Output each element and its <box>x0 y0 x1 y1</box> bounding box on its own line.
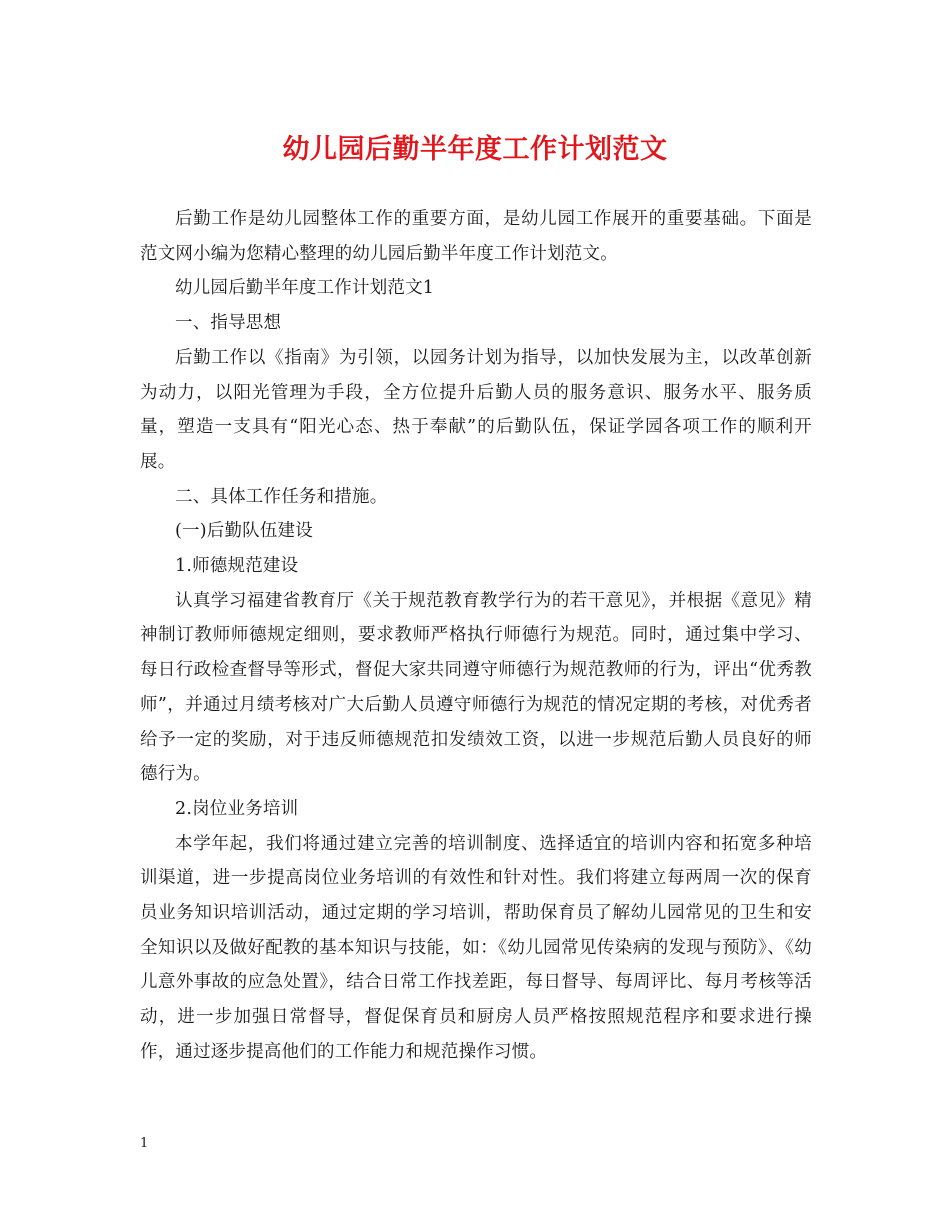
item-heading: 1.师德规范建设 <box>175 556 299 577</box>
document-title: 幼儿园后勤半年度工作计划范文 <box>282 134 668 165</box>
section-heading: 幼儿园后勤半年度工作计划范文1 <box>175 278 435 299</box>
intro-paragraph: 后勤工作是幼儿园整体工作的重要方面，是幼儿园工作展开的重要基础。下面是范文网小编为您精心整理的幼儿园后勤半年度工作计划范文。 <box>140 209 812 264</box>
item-heading: 2.岗位业务培训 <box>175 798 299 819</box>
page-number: 1 <box>140 1136 149 1151</box>
body-paragraph: 认真学习福建省教育厅《关于规范教育教学行为的若干意见》，并根据《意见》精神制订教师师德规定细则，要求教师严格执行师德行为规范。同时，通过集中学习、每日行政检查督导等形式，督促大家共同遵守师德行为规范教师的行为，评出“优秀教师”，并通过月绩考核对广大后勤人员遵守师德行为规范的情况定期的考核，对优秀者给予一定的奖励，对于违反师德规范扣发绩效工资，以进一步规范后勤人员良好的师德行为。 <box>140 590 812 785</box>
subsection-heading: (一)后勤队伍建设 <box>175 521 313 542</box>
subsection-heading: 二、具体工作任务和措施。 <box>175 486 388 507</box>
subsection-heading: 一、指导思想 <box>175 313 282 334</box>
body-paragraph: 后勤工作以《指南》为引领，以园务计划为指导，以加快发展为主，以改革创新为动力，以阳光管理为手段，全方位提升后勤人员的服务意识、服务水平、服务质量，塑造一支具有“阳光心态、热于奉献”的后勤队伍，保证学园各项工作的顺利开展。 <box>140 347 812 472</box>
body-paragraph: 本学年起，我们将通过建立完善的培训制度、选择适宜的培训内容和拓宽多种培训渠道，进一步提高岗位业务培训的有效性和针对性。我们将建立每两周一次的保育员业务知识培训活动，通过定期的学习培训，帮助保育员了解幼儿园常见的卫生和安全知识以及做好配教的基本知识与技能，如：《幼儿园常见传染病的发现与预防》、《幼儿意外事故的应急处置》，结合日常工作找差距，每日督导、每周评比、每月考核等活动，进一步加强日常督导，督促保育员和厨房人员严格按照规范程序和要求进行操作，通过逐步提高他们的工作能力和规范操作习惯。 <box>140 833 812 1062</box>
document-body <box>140 202 812 1070</box>
